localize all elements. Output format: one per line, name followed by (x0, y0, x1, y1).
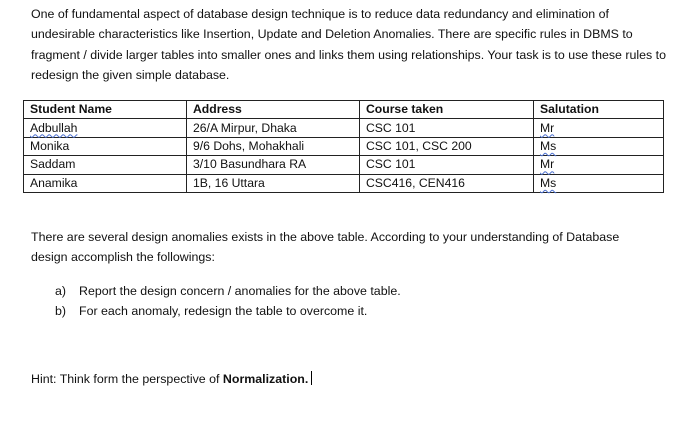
table-header-row (24, 101, 664, 119)
list-text: For each anomaly, redesign the table to overcome it. (79, 304, 368, 318)
cell-course: CSC 101 (360, 119, 534, 137)
cell-course: CSC416, CEN416 (360, 174, 534, 192)
cell-salutation: Mr (534, 156, 664, 174)
hint-line (31, 369, 671, 389)
student-table (23, 100, 664, 193)
cell-name: Monika (24, 137, 187, 155)
table-row (24, 137, 664, 155)
cell-salutation: Ms (534, 174, 664, 192)
list-item (55, 281, 401, 301)
table-row (24, 156, 664, 174)
header-student-name: Student Name (24, 101, 187, 119)
cell-salutation: Mr (534, 119, 664, 137)
cell-address: 3/10 Basundhara RA (187, 156, 360, 174)
instructions-paragraph: There are several design anomalies exists in the above table. According to your understanding of Database design accomplish the followings: (31, 230, 620, 265)
list-text: Report the design concern / anomalies for the above table. (79, 284, 401, 298)
table-row (24, 174, 664, 192)
header-course: Course taken (360, 101, 534, 119)
list-marker: a) (55, 284, 67, 298)
header-address: Address (187, 101, 360, 119)
list-item (55, 301, 367, 321)
cell-name: Adbullah (24, 119, 187, 137)
cell-course: CSC 101, CSC 200 (360, 137, 534, 155)
list-marker: b) (55, 304, 67, 318)
header-salutation: Salutation (534, 101, 664, 119)
cell-salutation: Ms (534, 137, 664, 155)
hint-text: Hint: Think form the perspective of (31, 372, 223, 386)
cell-name: Saddam (24, 156, 187, 174)
hint-bold: Normalization. (222, 372, 309, 386)
table-row (24, 119, 664, 137)
intro-paragraph: One of fundamental aspect of database design technique is to reduce data redundancy and elimination of undesirable characteristics like Insertion, Update and Deletion Anomalies. There are specific rules in DBMS to fragment / divide larger tables into smaller ones and links them using relationships. Your task is to use these rules to redesign the given simple database. (31, 7, 667, 83)
cell-address: 26/A Mirpur, Dhaka (187, 119, 360, 137)
cell-address: 1B, 16 Uttara (187, 174, 360, 192)
cell-address: 9/6 Dohs, Mohakhali (187, 137, 360, 155)
text-cursor (311, 371, 312, 385)
cell-name: Anamika (24, 174, 187, 192)
cell-course: CSC 101 (360, 156, 534, 174)
